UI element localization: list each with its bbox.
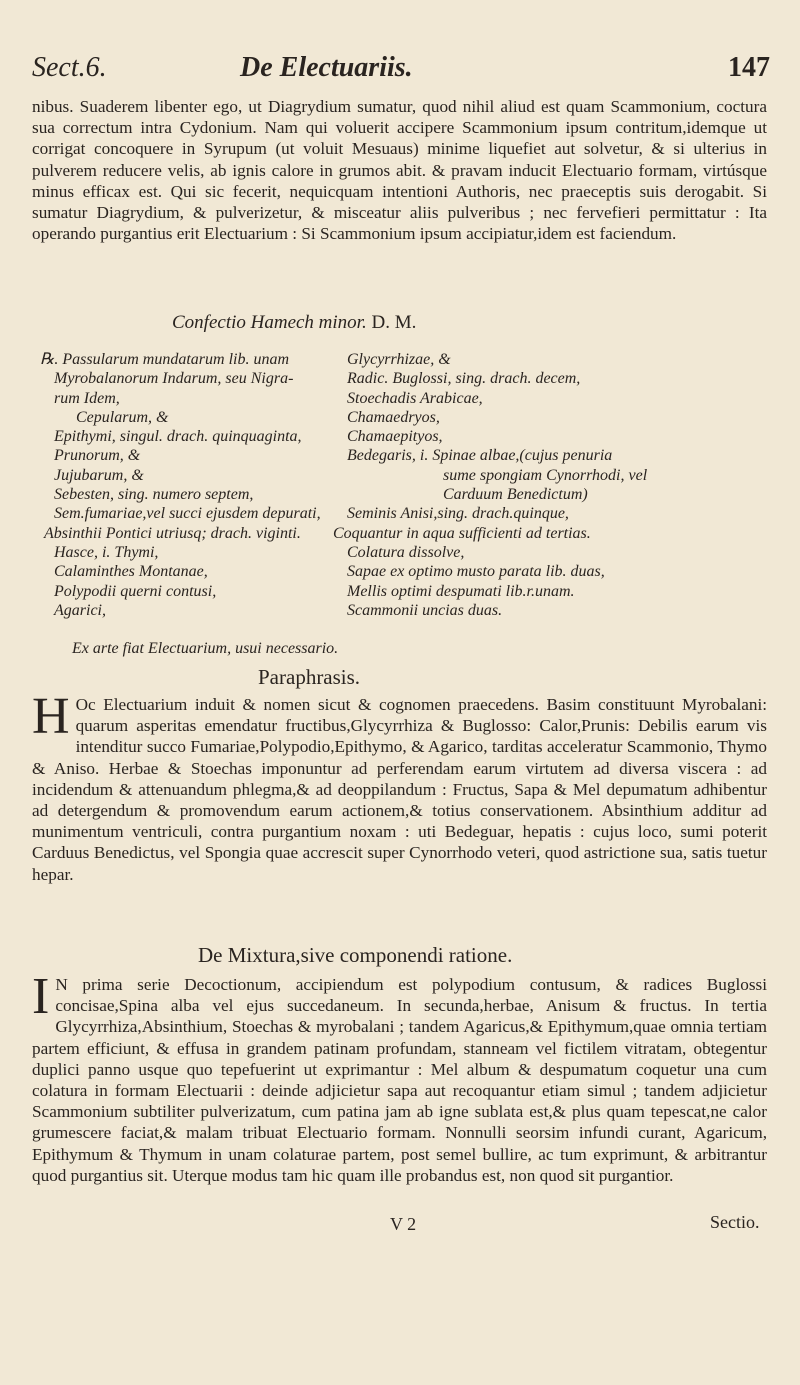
recipe-line: Radic. Buglossi, sing. drach. decem, [347, 370, 581, 388]
mixtura-paragraph [32, 968, 767, 1186]
recipe-line: Sebesten, sing. numero septem, [54, 486, 254, 504]
drop-cap: H [32, 688, 70, 745]
recipe-line: Hasce, i. Thymi, [54, 543, 159, 561]
paragraph-text: nibus. Suaderem libenter ego, ut Diagrydium sumatur, quod nihil aliud est quam Scammonium, coctura sua correctum intra Cydonium. Nam qui voluerit accipere Scammonium ipsum contritum,idemque ut corrigat concoquere in Syrupum (ut voluit Mesuaus) minime liquefiet aut solvetur, & si ulterius in pulverem reducere velis, ab ignis calore in grumos abit. & pravam inducit Electuario formam, virtúsque minus efficax est. Qui sic fecerit, nequicquam intentioni Authoris, nec praeceptis suis derogabit. Si sumatur Diagrydium, & pulverizetur, & misceatur aliis pulveribus ; nec fervefieri permittatur : Ita operando purgantius erit Electuarium : Si Scammonium ipsum accipiatur,idem est faciendum. [32, 97, 767, 244]
recipe-line: Prunorum, & [54, 447, 141, 465]
recipe-title-dm: D. M. [371, 312, 417, 333]
recipe-closing: Ex arte fiat Electuarium, usui necessario. [72, 640, 339, 657]
running-head-title: De Electuariis. [240, 52, 413, 83]
recipe-line: Polypodii querni contusi, [54, 582, 217, 600]
drop-cap: I [32, 968, 50, 1025]
running-head [32, 52, 770, 92]
recipe-line: Carduum Benedictum) [443, 486, 588, 504]
recipe-line: Epithymi, singul. drach. quinquaginta, [54, 428, 302, 446]
recipe-heading [172, 312, 416, 334]
recipe-left-column [40, 350, 365, 620]
paraphrasis-paragraph [32, 688, 767, 885]
recipe-line: Calaminthes Montanae, [54, 563, 208, 581]
recipe-line: Colatura dissolve, [347, 543, 465, 561]
recipe-line: sume spongiam Cynorrhodi, vel [443, 466, 648, 484]
recipe-line: Agarici, [54, 601, 106, 619]
paragraph-text: N prima serie Decoctionum, accipiendum est polypodium contusum, & radices Buglossi concisae,Spina alba vel ejus succedaneum. In secunda,herbae, Anisum & fructus. In tertia Glycyrrhiza,Absinthium, Stoechas & myrobalani ; tandem Agaricus,& Epithymum,quae omnia tertiam partem efficiunt, & effusa in grandem patinam profundam, stanneam vel fictilem vitratam, obtegentur duplici panno usque quo tepefuerint ut exprimantur : Mel album & despumatum coquetur una cum colatura in formam Electuarii : deinde adjicietur sapa aut recoquantur etiam simul ; tandem adjicietur Scammonium subtiliter pulverizatum, cum patina jam ab igne sublata est,& plus quam tepescat,ne calor grumescere faciat,& malam tribuat Electuario formam. Nonnulli seorsim infundi curant, Agaricum, Epithymum & Thymum in unam colaturae partem, post semel bullire, ac tum exprimunt, & arbitrantur quod purgantius sit. Uterque modus tam hic quam ille probandus est, non quod sit purgantior. [32, 975, 767, 1185]
recipe-line: Bedegaris, i. Spinae albae,(cujus penuria [347, 447, 613, 465]
recipe-line: Cepularum, & [76, 408, 169, 426]
signature-mark: V 2 [390, 1214, 417, 1234]
recipe-line: ℞. Passularum mundatarum lib. unam [40, 351, 290, 368]
running-head-section: Sect.6. [32, 52, 107, 83]
recipe-line: Sapae ex optimo musto parata lib. duas, [347, 563, 605, 581]
mixtura-heading: De Mixtura,sive componendi ratione. [198, 943, 513, 967]
recipe-line: Coquantur in aqua sufficienti ad tertias. [333, 524, 591, 542]
recipe-line: Scammonii uncias duas. [347, 601, 503, 619]
recipe-line: Myrobalanorum Indarum, seu Nigra- [54, 370, 294, 388]
recipe-line: Mellis optimi despumati lib.r.unam. [347, 582, 575, 600]
recipe-line: Stoechadis Arabicae, [347, 389, 483, 407]
paragraph-opening [32, 96, 767, 244]
page-number: 147 [728, 52, 770, 83]
recipe-line: Glycyrrhizae, & [347, 351, 451, 368]
catchword: Sectio. [710, 1212, 760, 1232]
paraphrasis-heading: Paraphrasis. [258, 665, 361, 689]
recipe-line: Sem.fumariae,vel succi ejusdem depurati, [54, 505, 321, 523]
recipe-right-column [333, 350, 773, 620]
recipe-line: Absinthii Pontici utriusq; drach. viginti. [44, 524, 301, 542]
recipe-line: Jujubarum, & [54, 466, 144, 484]
recipe-line: rum Idem, [54, 389, 120, 407]
recipe-title: Confectio Hamech minor. [172, 312, 367, 333]
recipe-line: Seminis Anisi,sing. drach.quinque, [347, 505, 569, 523]
recipe-line: Chamaepityos, [347, 428, 443, 446]
paragraph-text: Oc Electuarium induit & nomen sicut & cognomen praecedens. Basim constituunt Myrobalani: quarum asperitas emendatur fructibus,Glycyrrhiza & Buglosso: Calor,Prunis: Debilis earum vis intenditur succo Fumariae,Polypodio,Epithymo, & Agarico, tarditas acceleratur Scammonio, Thymo & Aniso. Herbae & Stoechas imponuntur ad perferendam earum virtutem ad diversa viscera : ad incidendum & attenuandum phlegma,& ad deoppilandum : Fructus, Sapa & Mel depumatum adhibentur ad detergendum & promovendum earum actionem,& totius conservationem. Absinthium additur ad munimentum ventriculi, contra purgantium noxam : uti Bedeguar, hepatis : cujus loco, sumi poterit Carduus Benedictus, vel Spongia quae accrescit super Cynorrhodo veteri, quod astrictione sua, satis tuetur hepar. [32, 695, 767, 884]
recipe-line: Chamaedryos, [347, 408, 440, 426]
